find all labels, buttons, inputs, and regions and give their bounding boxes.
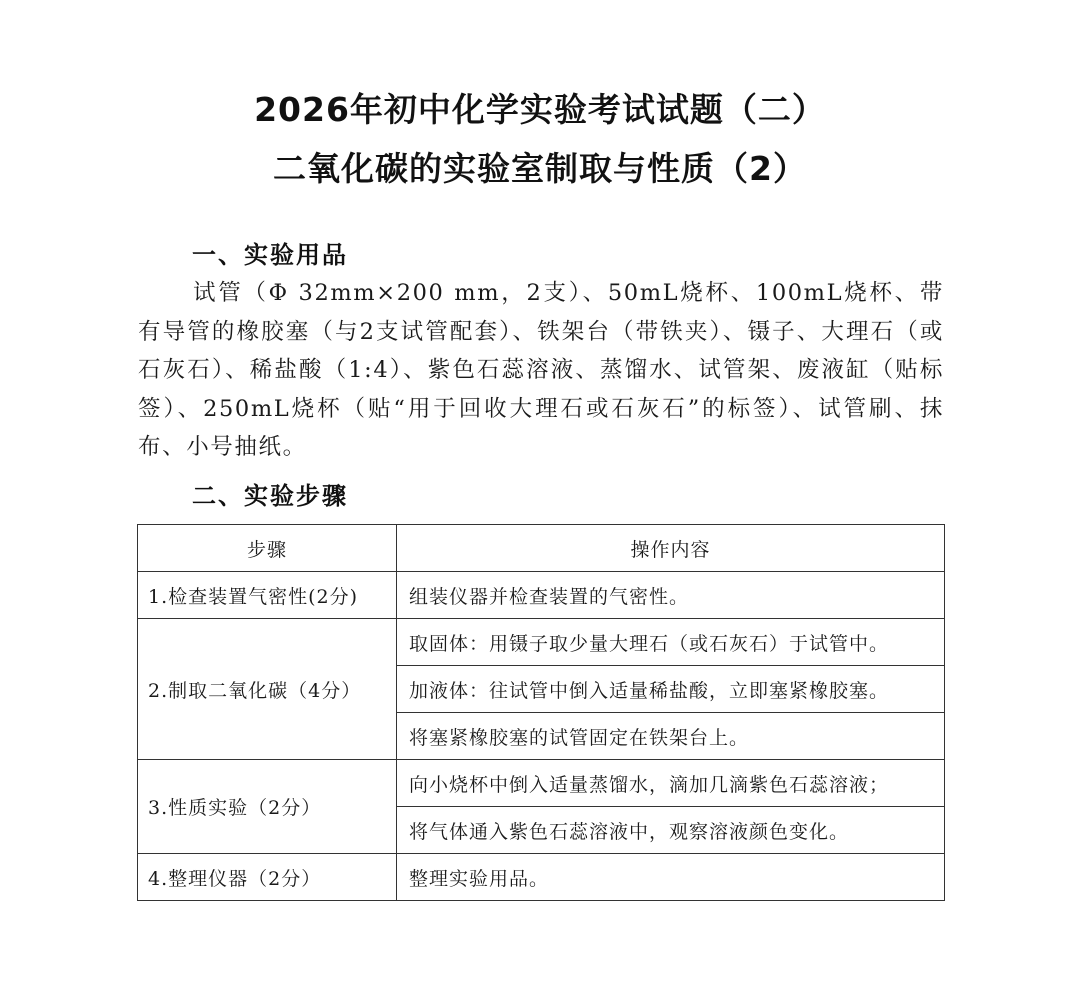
operation-cell: 将塞紧橡胶塞的试管固定在铁架台上。	[397, 713, 945, 760]
steps-table	[137, 524, 945, 901]
operation-cell: 整理实验用品。	[397, 854, 945, 901]
section-heading-steps: 二、实验步骤	[192, 482, 348, 510]
table-row	[138, 854, 945, 901]
table-row	[138, 572, 945, 619]
section-heading-materials: 一、实验用品	[192, 241, 348, 269]
document-title: 2026年初中化学实验考试试题（二）	[254, 90, 826, 129]
table-row	[138, 619, 945, 666]
operation-cell: 向小烧杯中倒入适量蒸馏水，滴加几滴紫色石蕊溶液；	[397, 760, 945, 807]
step-cell: 3.性质实验（2分）	[138, 760, 397, 854]
materials-paragraph: 试管（Φ 32mm×200 mm，2支）、50mL烧杯、100mL烧杯、带有导管的橡胶塞（与2支试管配套）、铁架台（带铁夹）、镊子、大理石（或石灰石）、稀盐酸（1:4）、紫色石蕊溶液、蒸馏水、试管架、废液缸（贴标签）、250mL烧杯（贴“用于回收大理石或石灰石”的标签）、试管刷、抹布、小号抽纸。	[138, 280, 944, 461]
table-row	[138, 760, 945, 807]
header-operation: 操作内容	[397, 525, 945, 572]
document-subtitle: 二氧化碳的实验室制取与性质（2）	[273, 149, 807, 188]
header-step: 步骤	[138, 525, 397, 572]
operation-cell: 取固体：用镊子取少量大理石（或石灰石）于试管中。	[397, 619, 945, 666]
table-header-row	[138, 525, 945, 572]
step-cell: 4.整理仪器（2分）	[138, 854, 397, 901]
step-cell: 1.检查装置气密性(2分)	[138, 572, 397, 619]
operation-cell: 将气体通入紫色石蕊溶液中，观察溶液颜色变化。	[397, 807, 945, 854]
operation-cell: 加液体：往试管中倒入适量稀盐酸，立即塞紧橡胶塞。	[397, 666, 945, 713]
operation-cell: 组装仪器并检查装置的气密性。	[397, 572, 945, 619]
step-cell: 2.制取二氧化碳（4分）	[138, 619, 397, 760]
